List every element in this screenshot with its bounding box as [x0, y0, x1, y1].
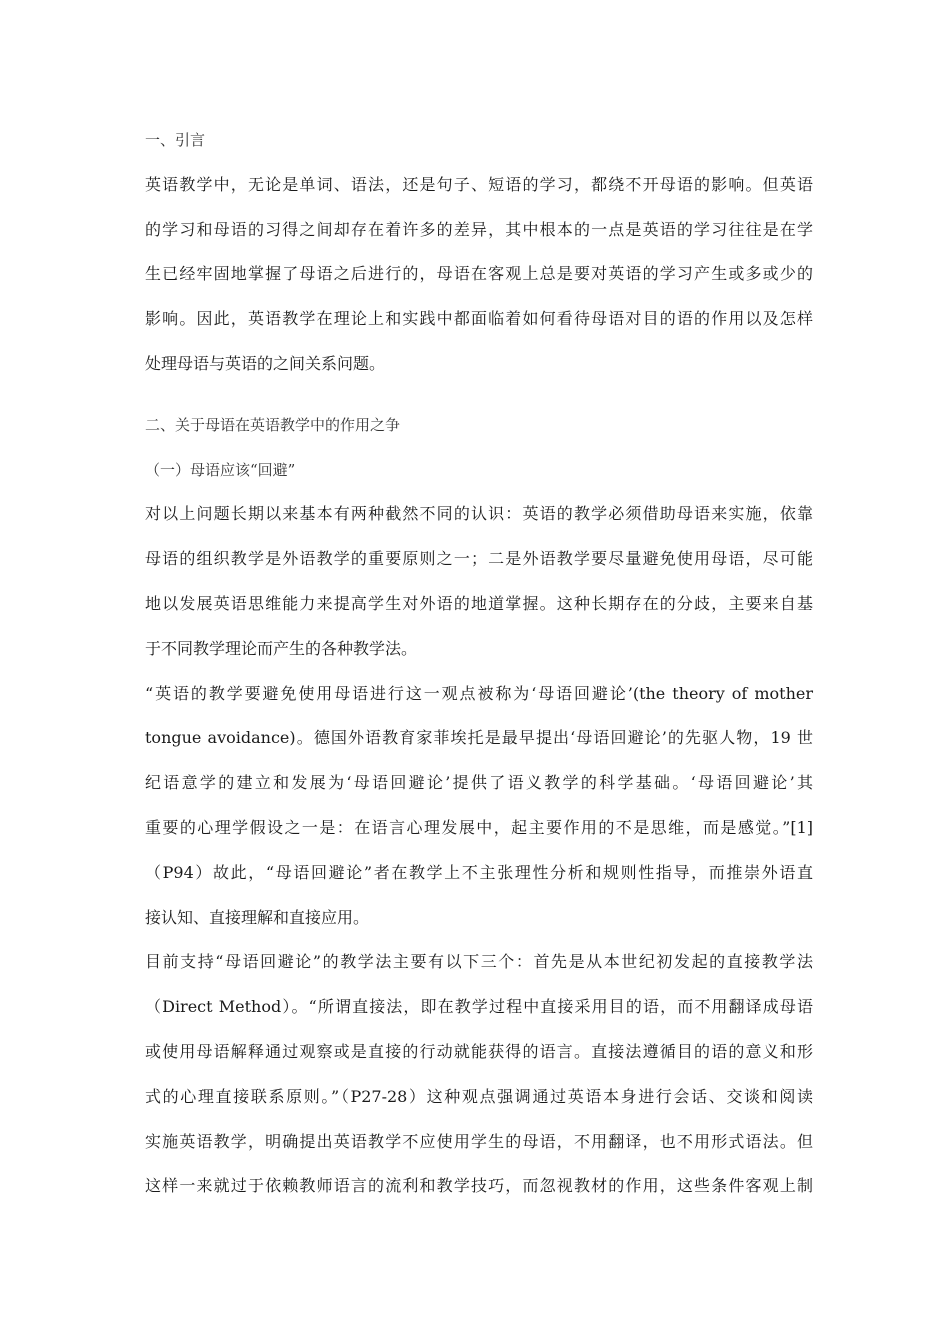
paragraph-line: 这样一来就过于依赖教师语言的流利和教学技巧，而忽视教材的作用，这些条件客观上制	[145, 1176, 813, 1196]
paragraph-line: 实施英语教学，明确提出英语教学不应使用学生的母语，不用翻译，也不用形式语法。但	[145, 1131, 813, 1151]
paragraph-line: 英语教学中，无论是单词、语法，还是句子、短语的学习，都绕不开母语的影响。但英语	[145, 174, 813, 194]
paragraph-line: tongue avoidance)。德国外语教育家菲埃托是最早提出‘母语回避论’的先驱人物，19 世	[145, 728, 813, 748]
section-heading-debate: 二、关于母语在英语教学中的作用之争	[145, 415, 401, 434]
paragraph-intro	[145, 163, 813, 387]
paragraph-line: 纪语意学的建立和发展为‘母语回避论’提供了语义教学的科学基础。‘母语回避论’其	[145, 773, 813, 793]
paragraph-line: 目前支持“母语回避论”的教学法主要有以下三个：首先是从本世纪初发起的直接教学法	[145, 952, 813, 972]
paragraph-line: 式的心理直接联系原则。”（P27-28）这种观点强调通过英语本身进行会话、交谈和阅读	[145, 1086, 813, 1106]
paragraph-line: 母语的组织教学是外语教学的重要原则之一；二是外语教学要尽量避免使用母语，尽可能	[145, 549, 813, 569]
paragraph-direct-method	[145, 940, 813, 1209]
paragraph-line: 地以发展英语思维能力来提高学生对外语的地道掌握。这种长期存在的分歧，主要来自基	[145, 593, 813, 613]
paragraph-line: 处理母语与英语的之间关系问题。	[145, 353, 386, 373]
paragraph-two-views	[145, 492, 813, 671]
document-body	[145, 118, 813, 1209]
paragraph-line: 影响。因此，英语教学在理论上和实践中都面临着如何看待母语对目的语的作用以及怎样	[145, 309, 813, 329]
paragraph-line: 于不同教学理论而产生的各种教学法。	[145, 638, 418, 658]
paragraph-line: 生已经牢固地掌握了母语之后进行的，母语在客观上总是要对英语的学习产生或多或少的	[145, 264, 813, 284]
paragraph-line: 重要的心理学假设之一是：在语言心理发展中，起主要作用的不是思维，而是感觉。”[1]	[145, 817, 813, 837]
paragraph-line: 接认知、直接理解和直接应用。	[145, 907, 370, 927]
paragraph-line: （Direct Method）。“所谓直接法，即在教学过程中直接采用目的语，而不用翻译成母语	[145, 997, 813, 1017]
section-heading-intro: 一、引言	[145, 131, 206, 149]
paragraph-line: （P94）故此，“母语回避论”者在教学上不主张理性分析和规则性指导，而推崇外语直	[145, 862, 813, 882]
subsection-heading-avoid: （一）母语应该“回避”	[145, 460, 296, 479]
paragraph-line: “英语的教学要避免使用母语进行这一观点被称为‘母语回避论’(the theory of mother	[145, 683, 813, 703]
paragraph-line: 或使用母语解释通过观察或是直接的行动就能获得的语言。直接法遵循目的语的意义和形	[145, 1041, 813, 1061]
paragraph-avoidance-theory	[145, 672, 813, 941]
paragraph-line: 的学习和母语的习得之间却存在着许多的差异，其中根本的一点是英语的学习往往是在学	[145, 219, 813, 239]
paragraph-line: 对以上问题长期以来基本有两种截然不同的认识：英语的教学必须借助母语来实施，依靠	[145, 504, 813, 524]
